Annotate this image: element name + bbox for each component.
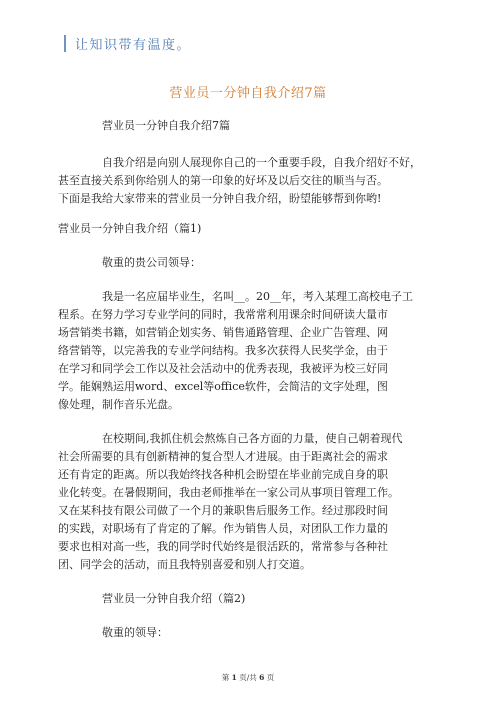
header-slogan: 让知识带有温度。 — [75, 38, 192, 53]
paragraph-line: 还有肯定的距离。所以我始终找各种机会盼望在毕业前完成自身的职 — [58, 468, 388, 481]
footer-suffix: 页 — [266, 673, 275, 682]
footer-prefix: 第 — [221, 673, 230, 682]
paragraph-line: 在校期间,我抓住机会熬炼自己各方面的力量，使自己朝着现代 — [102, 432, 403, 445]
footer-current-page: 1 — [231, 673, 237, 682]
footer-middle: 页/共 — [239, 673, 257, 682]
subtitle-paragraph — [58, 117, 438, 135]
section-heading-1 — [58, 220, 438, 238]
paragraph-line: 甚至直接关系到你给别人的第一印象的好坏及以后交往的顺当与否。 — [58, 174, 388, 187]
body-paragraph-1 — [58, 288, 438, 414]
paragraph-line: 社会所需要的具有创新精神的复合型人才进展。由于距离社会的需求 — [58, 450, 388, 463]
footer-total-pages: 6 — [259, 673, 265, 682]
paragraph-line: 营业员一分钟自我介绍7篇 — [102, 119, 230, 132]
intro-paragraph — [58, 154, 438, 208]
paragraph-line: 要求也相对高一些，我的同学时代始终是很活跃的，常常参与各种社 — [58, 540, 388, 553]
document-body — [58, 117, 438, 642]
paragraph-line: 营业员一分钟自我介绍（篇2) — [102, 592, 246, 605]
paragraph-line: 在学习和同学会工作以及社会活动中的优秀表现，我被评为校三好同 — [58, 362, 388, 375]
paragraph-line: 下面是我给大家带来的营业员一分钟自我介绍，盼望能够帮到你哟! — [58, 192, 382, 205]
paragraph-line: 我是一名应届毕业生，名叫__。20__年，考入某理工高校电子工 — [102, 290, 413, 303]
paragraph-line: 自我介绍是向别人展现你自己的一个重要手段，自我介绍好不好， — [102, 156, 421, 169]
paragraph-line: 敬重的领导： — [102, 626, 168, 639]
paragraph-line: 场营销类书籍，如营销企划实务、销售通路管理、企业广告管理、网 — [58, 326, 388, 339]
paragraph-line: 营业员一分钟自我介绍（篇1) — [58, 222, 202, 235]
header-accent-bar — [64, 35, 66, 52]
page-footer — [0, 672, 496, 683]
greeting-paragraph-2 — [58, 624, 438, 642]
paragraph-line: 像处理，制作音乐光盘。 — [58, 398, 179, 411]
paragraph-line: 程系。在努力学习专业学问的同时，我常常利用课余时间研读大量市 — [58, 308, 388, 321]
body-paragraph-2 — [58, 430, 438, 574]
paragraph-line: 络营销等，以完善我的专业学问结构。我多次获得人民奖学金，由于 — [58, 344, 388, 357]
paragraph-line: 团、同学会的活动，而且我特别喜爱和别人打交道。 — [58, 558, 311, 571]
paragraph-line: 的实践，对职场有了肯定的了解。作为销售人员，对团队工作力量的 — [58, 522, 388, 535]
paragraph-line: 学。能娴熟运用word、excel等office软件，会简洁的文字处理，图 — [58, 380, 388, 393]
paragraph-line: 又在某科技有限公司做了一个月的兼职售后服务工作。经过那段时间 — [58, 504, 388, 517]
document-title: 营业员一分钟自我介绍7篇 — [169, 86, 327, 101]
paragraph-line: 业化转变。在暑假期间，我由老师推举在一家公司从事项目管理工作。 — [58, 486, 399, 499]
section-heading-2 — [58, 590, 438, 608]
paragraph-line: 敬重的贵公司领导： — [102, 256, 201, 269]
greeting-paragraph-1 — [58, 254, 438, 272]
